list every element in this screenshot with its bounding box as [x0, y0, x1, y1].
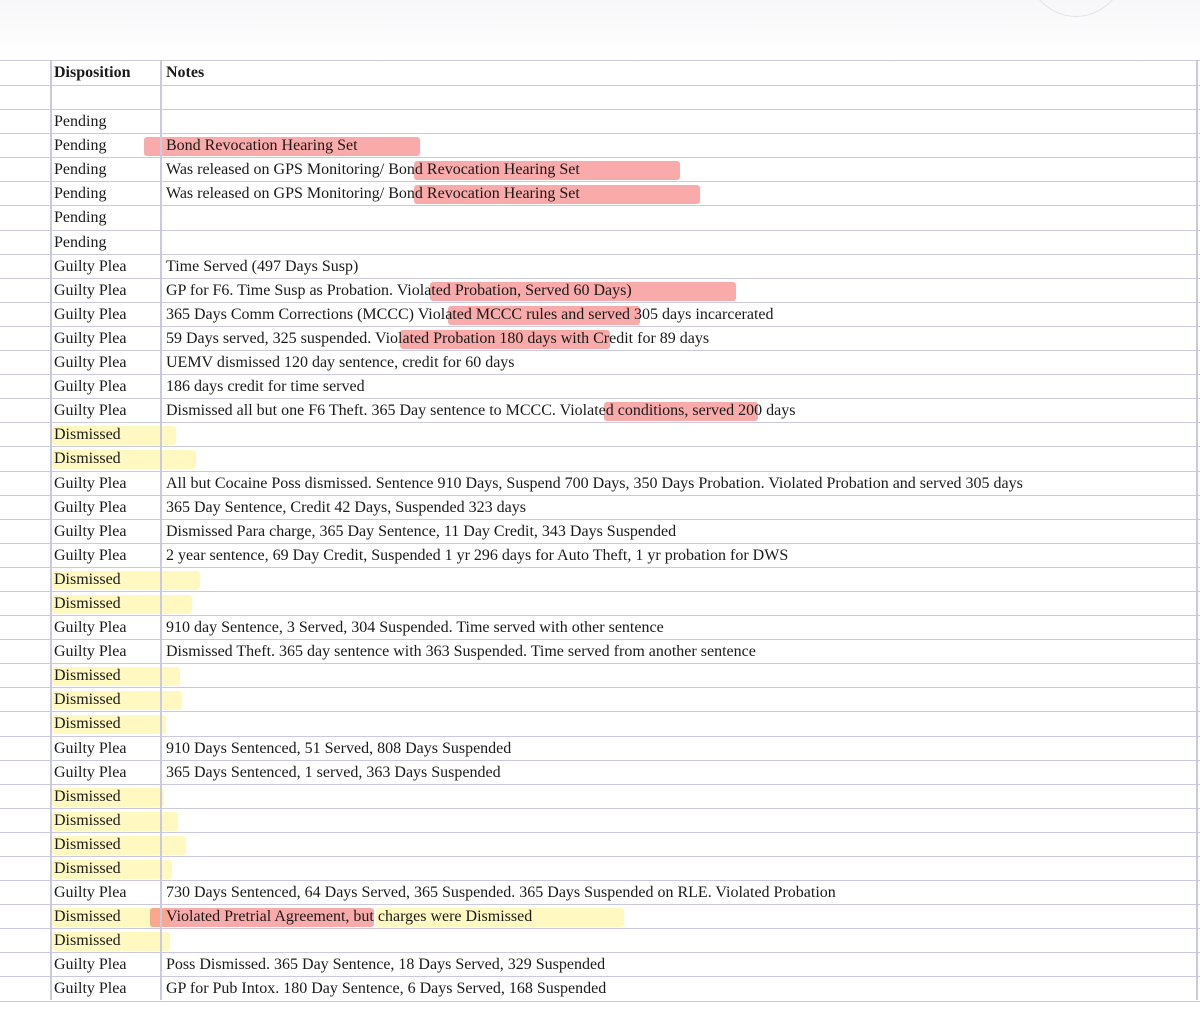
table-row [0, 375, 1200, 399]
table-row [0, 158, 1200, 182]
disposition-cell [54, 86, 159, 109]
notes-cell: Dismissed all but one F6 Theft. 365 Day sentence to MCCC. Violated conditions, served 200 days [166, 402, 796, 420]
disposition-cell: Guilty Plea [54, 498, 127, 516]
disposition-table [0, 60, 1200, 1002]
table-row [0, 134, 1200, 158]
disposition-cell: Dismissed [54, 715, 121, 733]
notes-cell: All but Cocaine Poss dismissed. Sentence 910 Days, Suspend 700 Days, 350 Days Probation. Violated Probation and served 305 days [166, 474, 1023, 492]
table-row [0, 737, 1200, 761]
disposition-cell: Dismissed [54, 691, 121, 709]
disposition-cell: Pending [54, 113, 107, 131]
notes-cell [166, 423, 1196, 446]
table-row [0, 977, 1200, 1001]
notes-cell [166, 206, 1196, 229]
notes-cell: Poss Dismissed. 365 Day Sentence, 18 Days Served, 329 Suspended [166, 956, 606, 974]
table-row [0, 496, 1200, 520]
disposition-cell: Dismissed [54, 811, 121, 829]
notes-cell: 365 Day Sentence, Credit 42 Days, Suspended 323 days [166, 498, 526, 516]
table-row [0, 231, 1200, 255]
notes-cell: Bond Revocation Hearing Set [166, 137, 358, 155]
table-row [0, 640, 1200, 664]
table-row [0, 616, 1200, 640]
disposition-cell: Dismissed [54, 570, 121, 588]
table-row [0, 110, 1200, 134]
column-border [50, 60, 52, 1000]
disposition-cell: Pending [54, 233, 107, 251]
disposition-cell: Dismissed [54, 450, 121, 468]
disposition-cell: Dismissed [54, 667, 121, 685]
disposition-cell: Dismissed [54, 860, 121, 877]
disposition-cell: Guilty Plea [54, 522, 127, 540]
table-row [0, 664, 1200, 688]
disposition-cell: Guilty Plea [54, 739, 127, 757]
table-row [0, 351, 1200, 375]
table-row [0, 86, 1200, 110]
disposition-cell: Guilty Plea [54, 643, 127, 661]
notes-cell [166, 86, 1196, 109]
table-row [0, 761, 1200, 785]
column-border [1196, 60, 1198, 1000]
notes-cell [166, 833, 1196, 856]
disposition-cell: Guilty Plea [54, 281, 127, 299]
table-row [0, 447, 1200, 471]
disposition-cell: Pending [54, 209, 107, 227]
notes-cell: Time Served (497 Days Susp) [166, 257, 359, 275]
notes-cell: Dismissed Para charge, 365 Day Sentence, 11 Day Credit, 343 Days Suspended [166, 522, 677, 540]
table-row [0, 833, 1200, 857]
disposition-cell: Guilty Plea [54, 619, 127, 637]
notes-cell [166, 712, 1196, 735]
disposition-cell: Guilty Plea [54, 956, 127, 974]
table-row [0, 206, 1200, 230]
table-row [0, 592, 1200, 616]
disposition-cell: Guilty Plea [54, 546, 127, 564]
disposition-cell: Pending [54, 161, 107, 179]
notes-cell [166, 929, 1196, 952]
notes-cell [166, 664, 1196, 687]
notes-cell: Dismissed Theft. 365 day sentence with 363 Suspended. Time served from another sentence [166, 643, 756, 661]
notes-cell [166, 857, 1196, 880]
notes-cell: GP for F6. Time Susp as Probation. Violated Probation, Served 60 Days) [166, 281, 632, 299]
notes-cell: 59 Days served, 325 suspended. Violated Probation 180 days with Credit for 89 days [166, 329, 710, 347]
notes-cell: Was released on GPS Monitoring/ Bond Revocation Hearing Set [166, 185, 580, 203]
table-row [0, 399, 1200, 423]
disposition-cell: Dismissed [54, 426, 121, 444]
disposition-cell: Dismissed [54, 932, 121, 950]
notes-cell: Violated Pretrial Agreement, but charges were Dismissed [166, 908, 533, 926]
disposition-cell: Pending [54, 137, 107, 155]
notes-cell [166, 231, 1196, 254]
table-row [0, 809, 1200, 833]
table-row [0, 785, 1200, 809]
disposition-cell: Dismissed [54, 787, 121, 805]
disposition-cell: Guilty Plea [54, 354, 127, 372]
disposition-cell: Guilty Plea [54, 884, 127, 902]
notes-cell: 910 day Sentence, 3 Served, 304 Suspended. Time served with other sentence [166, 619, 664, 637]
notes-cell: 365 Days Comm Corrections (MCCC) Violated MCCC rules and served 305 days incarcerated [166, 305, 774, 323]
disposition-cell: Guilty Plea [54, 305, 127, 323]
disposition-cell: Guilty Plea [54, 378, 127, 396]
notes-cell [166, 592, 1196, 615]
table-header-row [0, 60, 1200, 86]
notes-cell: 730 Days Sentenced, 64 Days Served, 365 Suspended. 365 Days Suspended on RLE. Violated Probation [166, 884, 836, 902]
notes-cell: 910 Days Sentenced, 51 Served, 808 Days Suspended [166, 739, 512, 757]
disposition-cell: Pending [54, 185, 107, 203]
table-row [0, 327, 1200, 351]
table-body [0, 86, 1200, 1002]
disposition-cell: Guilty Plea [54, 329, 127, 347]
table-row [0, 905, 1200, 929]
notes-cell [166, 447, 1196, 470]
notes-cell: GP for Pub Intox. 180 Day Sentence, 6 Days Served, 168 Suspended [166, 980, 607, 998]
notes-cell: Was released on GPS Monitoring/ Bond Revocation Hearing Set [166, 161, 580, 179]
table-row [0, 182, 1200, 206]
table-row [0, 857, 1200, 881]
disposition-cell: Guilty Plea [54, 474, 127, 492]
top-background [0, 0, 1200, 60]
notes-cell: 2 year sentence, 69 Day Credit, Suspended 1 yr 296 days for Auto Theft, 1 yr probation for DWS [166, 546, 789, 564]
table-row [0, 688, 1200, 712]
header-notes: Notes [166, 64, 205, 81]
table-row [0, 303, 1200, 327]
table-row [0, 472, 1200, 496]
table-row [0, 255, 1200, 279]
notes-cell: 365 Days Sentenced, 1 served, 363 Days Suspended [166, 763, 501, 781]
disposition-cell: Guilty Plea [54, 763, 127, 781]
notes-cell [166, 110, 1196, 133]
table-row [0, 544, 1200, 568]
table-row [0, 953, 1200, 977]
disposition-cell: Dismissed [54, 594, 121, 612]
disposition-cell: Dismissed [54, 835, 121, 853]
notes-cell [166, 809, 1196, 832]
table-row [0, 279, 1200, 303]
disposition-cell: Guilty Plea [54, 402, 127, 420]
header-disposition: Disposition [54, 64, 131, 81]
table-row [0, 568, 1200, 592]
column-border [160, 60, 162, 1000]
table-row [0, 929, 1200, 953]
table-row [0, 881, 1200, 905]
notes-cell [166, 568, 1196, 591]
notes-cell: UEMV dismissed 120 day sentence, credit for 60 days [166, 354, 515, 372]
notes-cell [166, 785, 1196, 808]
disposition-cell: Guilty Plea [54, 257, 127, 275]
notes-cell [166, 688, 1196, 711]
disposition-cell: Dismissed [54, 908, 121, 926]
table-row [0, 712, 1200, 736]
disposition-cell: Guilty Plea [54, 980, 127, 998]
table-row [0, 520, 1200, 544]
notes-cell: 186 days credit for time served [166, 378, 365, 396]
table-row [0, 423, 1200, 447]
